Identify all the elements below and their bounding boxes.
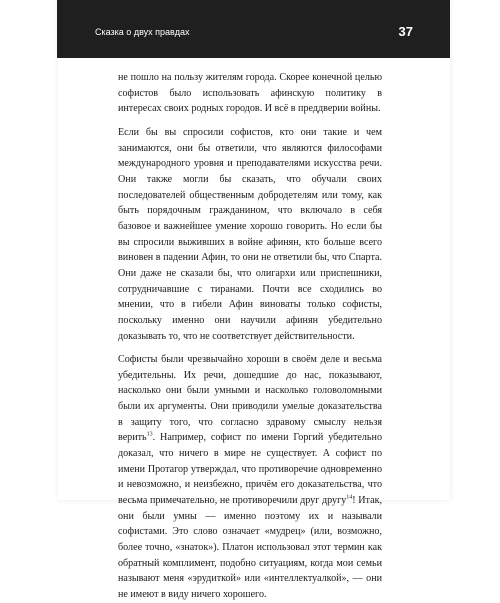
body-text <box>118 70 382 603</box>
paragraph-3 <box>118 352 382 603</box>
footnote-ref-14[interactable]: 14 <box>346 494 353 501</box>
paragraph-3-text-1: Софисты были чрезвычайно хороши в своём деле и весьма убедительны. Их речи, дошедшие до нас, показывают, насколько они были умными и насколько головоломными были их аргументы. Они приводили умелые доказательства в защиту того, что согласно здравому смыслу нельзя верить <box>118 354 382 444</box>
running-title: Сказка о двух правдах <box>95 27 190 37</box>
paragraph-2: Если бы вы спросили софистов, кто они такие и чем занимаются, они бы ответили, что являются философами международного уровня и преподавателями искусства речи. Они также могли бы сказать, что обучали своих последователей общественным добродетелям или тому, как быть порядочным гражданином, что включало в себя базовое и важнейшее умение хорошо говорить. Но если бы вы спросили выживших в войне афинян, кто больше всего виновен в падении Афин, то они не ответили бы, что Спарта. Они даже не сказали бы, что олигархи или приспешники, сотрудничавшие с тиранами. Почти все сходились во мнении, что в гибели Афин виноваты только софисты, поскольку именно они научили афинян убедительно доказывать то, что не соответствует действительности. <box>118 126 382 342</box>
paragraph-3-text-2: . Например, софист по имени Горгий убедительно доказал, что ничего в мире не существует. А софист по имени Протагор утверждал, что противоречие одновременно и невозможно, и неизбежно, причём его доказательства, что весьма примечательно, не противоречили друг другу <box>118 432 382 507</box>
paragraph-3-text-3: ! Итак, они были умны — именно поэтому их и называли софистами. Это слово означает «мудрец» (или, возможно, более точно, «знаток»). Платон использовал этот термин как обратный комплимент, подобно ситуациям, когда мои семьи называют меня «эрудиткой» или «интеллектуалкой», — они не имеют в виду ничего хорошего. <box>118 495 382 600</box>
footnote-ref-13[interactable]: 13 <box>146 432 153 439</box>
paragraph-1: не пошло на пользу жителям города. Скорее конечной целью софистов было использовать афинскую политику в интересах своих родных городов. И всё в преддверии войны. <box>118 72 382 115</box>
page-number: 37 <box>398 24 413 39</box>
page-header <box>57 0 450 58</box>
